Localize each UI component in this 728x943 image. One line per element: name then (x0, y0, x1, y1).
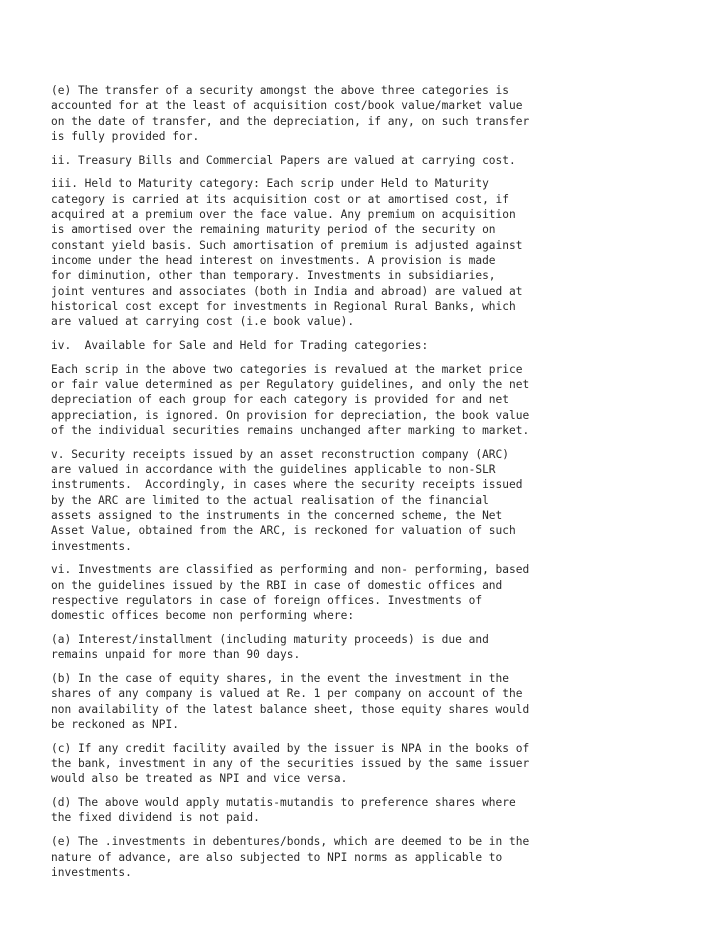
paragraph-available-for-sale-heading (51, 338, 711, 353)
text-line: (b) In the case of equity shares, in the event the investment in the (51, 672, 510, 686)
paragraph-preference-shares (51, 795, 711, 826)
text-line: the bank, investment in any of the securities issued by the same issuer (51, 757, 530, 771)
text-line: instruments. Accordingly, in cases where the security receipts issued (51, 478, 523, 492)
text-line: respective regulators in case of foreign offices. Investments of (51, 593, 483, 607)
text-line: depreciation of each group for each category is provided for and net (51, 393, 510, 407)
text-line: remains unpaid for more than 90 days. (51, 648, 301, 662)
document-page (51, 83, 711, 889)
text-line: by the ARC are limited to the actual realisation of the financial (51, 493, 489, 507)
text-line: appreciation, is ignored. On provision for depreciation, the book value (51, 408, 530, 422)
paragraph-credit-facility-npa (51, 741, 711, 787)
text-line: joint ventures and associates (both in India and abroad) are valued at (51, 284, 523, 298)
paragraph-performing-classification (51, 562, 711, 623)
paragraph-security-receipts (51, 447, 711, 554)
paragraph-equity-shares (51, 671, 711, 732)
text-line: historical cost except for investments in Regional Rural Banks, which (51, 299, 516, 313)
text-line: (c) If any credit facility availed by the issuer is NPA in the books of (51, 741, 530, 755)
text-line: is amortised over the remaining maturity period of the security on (51, 223, 496, 237)
text-line: investments. (51, 539, 132, 553)
paragraph-debentures-bonds (51, 834, 711, 880)
text-line: accounted for at the least of acquisition cost/book value/market value (51, 99, 523, 113)
text-line: (d) The above would apply mutatis-mutandis to preference shares where (51, 796, 516, 810)
paragraph-interest-unpaid (51, 632, 711, 663)
text-line: category is carried at its acquisition cost or at amortised cost, if (51, 192, 510, 206)
text-line: is fully provided for. (51, 129, 200, 143)
text-line: for diminution, other than temporary. Investments in subsidiaries, (51, 269, 496, 283)
text-line: (a) Interest/installment (including maturity proceeds) is due and (51, 633, 489, 646)
text-line: on the date of transfer, and the depreciation, if any, on such transfer (51, 114, 530, 128)
text-line: domestic offices become non performing where: (51, 609, 355, 623)
text-line: assets assigned to the instruments in the concerned scheme, the Net (51, 508, 503, 522)
text-line: would also be treated as NPI and vice versa. (51, 772, 348, 786)
text-line: ii. Treasury Bills and Commercial Papers are valued at carrying cost. (51, 153, 516, 167)
text-line: investments. (51, 865, 132, 879)
text-line: v. Security receipts issued by an asset reconstruction company (ARC) (51, 447, 510, 461)
text-line: on the guidelines issued by the RBI in case of domestic offices and (51, 578, 503, 592)
text-line: constant yield basis. Such amortisation of premium is adjusted against (51, 238, 523, 252)
paragraph-revaluation (51, 362, 711, 438)
text-line: be reckoned as NPI. (51, 717, 179, 731)
text-line: nature of advance, are also subjected to NPI norms as applicable to (51, 850, 503, 864)
text-line: the fixed dividend is not paid. (51, 811, 260, 825)
text-line: income under the head interest on investments. A provision is made (51, 253, 496, 267)
text-line: are valued at carrying cost (i.e book value). (51, 315, 355, 329)
text-line: (e) The .investments in debentures/bonds, which are deemed to be in the (51, 835, 530, 849)
text-line: Each scrip in the above two categories is revalued at the market price (51, 362, 523, 376)
text-line: Asset Value, obtained from the ARC, is reckoned for valuation of such (51, 524, 516, 538)
text-line: or fair value determined as per Regulatory guidelines, and only the net (51, 378, 530, 392)
text-line: iv. Available for Sale and Held for Trading categories: (51, 338, 429, 352)
text-line: vi. Investments are classified as performing and non- performing, based (51, 563, 530, 577)
paragraph-transfer-of-security (51, 83, 711, 144)
paragraph-held-to-maturity (51, 176, 711, 329)
text-line: of the individual securities remains unchanged after marking to market. (51, 423, 530, 437)
text-line: (e) The transfer of a security amongst the above three categories is (51, 84, 510, 97)
paragraph-treasury-bills (51, 153, 711, 168)
text-line: iii. Held to Maturity category: Each scrip under Held to Maturity (51, 177, 489, 191)
text-line: acquired at a premium over the face value. Any premium on acquisition (51, 208, 516, 222)
text-line: non availability of the latest balance sheet, those equity shares would (51, 702, 530, 716)
text-line: shares of any company is valued at Re. 1 per company on account of the (51, 687, 523, 701)
text-line: are valued in accordance with the guidelines applicable to non-SLR (51, 463, 496, 477)
